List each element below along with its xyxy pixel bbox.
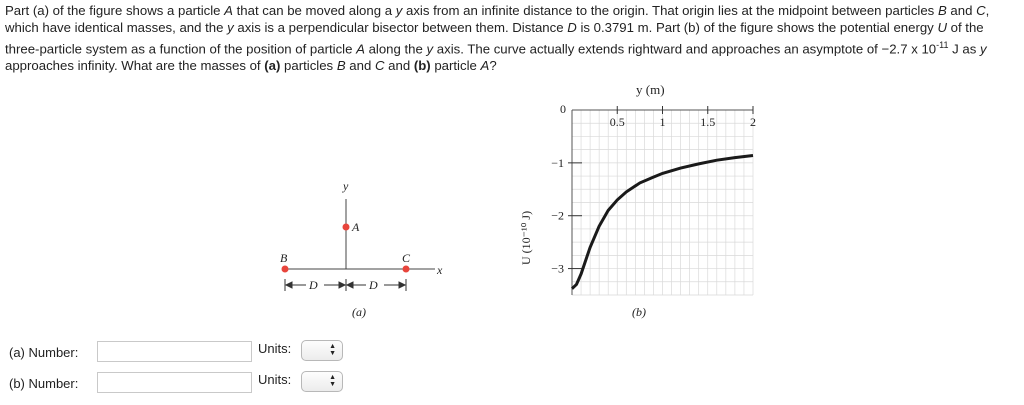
- q-exp: -11: [936, 39, 949, 50]
- q-part5: , which have identical masses, and the: [5, 3, 990, 36]
- answer-a-units-label: Units:: [258, 341, 292, 356]
- q-particle-c: C: [976, 3, 986, 18]
- figure-b: [519, 82, 756, 319]
- answer-row-b: [0, 371, 360, 397]
- answer-row-a: [0, 340, 360, 366]
- fig-a-b-label: B: [280, 251, 288, 265]
- q-y3: y: [426, 40, 434, 56]
- x-tick-label: 0.5: [609, 115, 625, 129]
- y-tick-label: −2: [551, 208, 564, 223]
- particle-b-dot: [282, 266, 289, 273]
- question-text: [5, 2, 1021, 75]
- answer-a-units-select[interactable]: [301, 340, 343, 361]
- q-y4: y: [979, 40, 987, 56]
- particle-a-dot: [343, 224, 350, 231]
- select-arrows-icon: ▲ ▼: [329, 374, 336, 388]
- fig-b-y-title: U (10⁻¹⁰ J): [519, 210, 533, 265]
- q-part11: J as: [948, 40, 980, 56]
- q-energy-u: U: [937, 20, 947, 36]
- fig-b-y-zero: 0: [560, 102, 566, 116]
- q-part1: Part (a) of the figure shows a particle: [5, 3, 225, 18]
- fig-a-caption: (a): [352, 305, 366, 319]
- q-part13: particles: [280, 58, 337, 74]
- q-y1: y: [395, 3, 403, 18]
- x-tick-label: 1.5: [700, 115, 716, 129]
- figure: [270, 80, 790, 330]
- x-tick-label: 1: [659, 115, 666, 129]
- answer-b-number-input[interactable]: [97, 372, 252, 393]
- q-part2: that can be moved along a: [232, 3, 396, 18]
- figure-svg: [270, 80, 790, 330]
- chart-grid: [572, 110, 753, 295]
- q-particle-b: B: [937, 3, 947, 18]
- q-particle-a2: A: [356, 40, 365, 56]
- fig-a-c-label: C: [402, 251, 411, 265]
- q-part9: along the: [364, 40, 427, 56]
- q-part16: particle: [430, 58, 481, 74]
- fig-a-x-label: x: [437, 263, 443, 277]
- answer-a-label: (a) Number:: [9, 345, 79, 360]
- answer-b-units-label: Units:: [258, 372, 292, 387]
- q-bold-a: (a): [264, 58, 281, 74]
- q-dist-d: D: [567, 20, 577, 36]
- fig-a-d1-label: D: [309, 278, 318, 292]
- y-tick-label: −3: [551, 261, 564, 276]
- q-particle-b2: B: [336, 58, 346, 74]
- fig-a-a-label: A: [352, 220, 360, 234]
- q-part6: axis is a perpendicular bisector between them. Distance: [233, 20, 568, 36]
- q-part15: and: [384, 58, 414, 74]
- q-part12: approaches infinity. What are the masses of: [5, 58, 265, 74]
- fig-a-y-label: y: [343, 179, 349, 193]
- q-particle-a3: A: [480, 58, 490, 74]
- fig-b-x-title: y (m): [636, 82, 665, 97]
- fig-a-d2-label: D: [369, 278, 378, 292]
- q-particle-a: A: [224, 3, 233, 18]
- answer-a-number-input[interactable]: [97, 341, 252, 362]
- q-part3: axis from an infinite distance to the origin. That origin lies at the midpoint between particles: [402, 3, 938, 18]
- q-part10: axis. The curve actually extends rightward and approaches an asymptote of −2.7 x 10: [433, 40, 937, 56]
- x-tick-label: 2: [750, 115, 756, 129]
- q-part8: of the three-particle system as a function of the position of particle: [5, 20, 984, 56]
- answer-b-label: (b) Number:: [9, 376, 79, 391]
- q-part14: and: [345, 58, 375, 74]
- fig-b-caption: (b): [632, 305, 646, 319]
- particle-c-dot: [403, 266, 410, 273]
- figure-a: [280, 179, 443, 319]
- y-tick-label: −1: [551, 155, 564, 170]
- dimension-markers: [285, 279, 406, 291]
- select-arrows-icon: ▲ ▼: [329, 343, 336, 357]
- q-part4: and: [946, 3, 977, 18]
- q-y2: y: [227, 20, 234, 36]
- answer-b-units-select[interactable]: [301, 371, 343, 392]
- q-particle-c2: C: [374, 58, 385, 74]
- q-bold-b: (b): [413, 58, 431, 74]
- q-part17: ?: [489, 58, 497, 74]
- q-part7: is 0.3791 m. Part (b) of the figure shows the potential energy: [576, 20, 938, 36]
